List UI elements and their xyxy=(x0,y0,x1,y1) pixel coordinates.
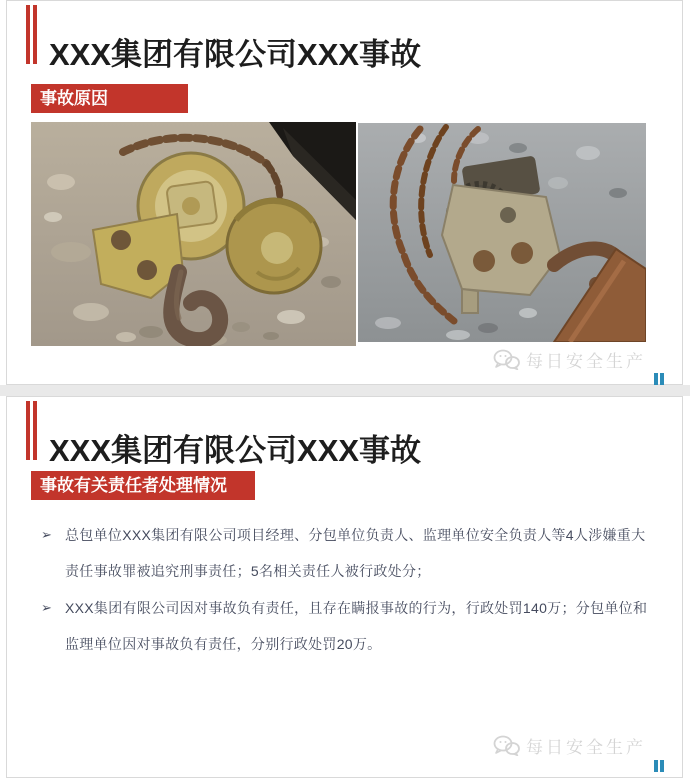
title-accent-bars xyxy=(26,401,38,460)
slide-gap xyxy=(0,385,690,396)
pause-indicator-icon[interactable] xyxy=(654,760,664,772)
bullet-text: 总包单位XXX集团有限公司项目经理、分包单位负责人、监理单位安全负责人等4人涉嫌重大责任事故罪被追究刑事责任；5名相关责任人被行政处分； xyxy=(65,527,646,579)
watermark-text: 每日安全生产 xyxy=(526,738,646,757)
section-badge: 事故原因 xyxy=(31,84,188,113)
wechat-icon xyxy=(493,349,520,370)
bullet-item xyxy=(41,517,659,589)
slide-accident-cause xyxy=(6,0,683,385)
title-accent-bars xyxy=(26,5,38,64)
watermark xyxy=(493,347,646,372)
bullet-item xyxy=(41,590,659,662)
section-badge: 事故有关责任者处理情况 xyxy=(31,471,255,500)
slide-title: XXX集团有限公司XXX事故 xyxy=(49,432,422,468)
watermark xyxy=(493,733,646,758)
accident-photo-damaged-chain-hoist xyxy=(31,122,356,346)
wechat-icon xyxy=(493,735,520,756)
slide-title: XXX集团有限公司XXX事故 xyxy=(49,36,422,72)
pause-indicator-icon[interactable] xyxy=(654,373,664,385)
arrow-bullet-icon: ➢ xyxy=(41,600,53,615)
watermark-text: 每日安全生产 xyxy=(526,352,646,371)
bullet-text: XXX集团有限公司因对事故负有责任，且存在瞒报事故的行为，行政处罚140万；分包单位和监理单位因对事故负有责任，分别行政处罚20万。 xyxy=(65,600,648,652)
slide-responsible-parties xyxy=(6,396,683,778)
accident-photo-damaged-lever-hoist xyxy=(358,123,646,342)
bullet-list xyxy=(41,517,659,663)
arrow-bullet-icon: ➢ xyxy=(41,527,53,542)
